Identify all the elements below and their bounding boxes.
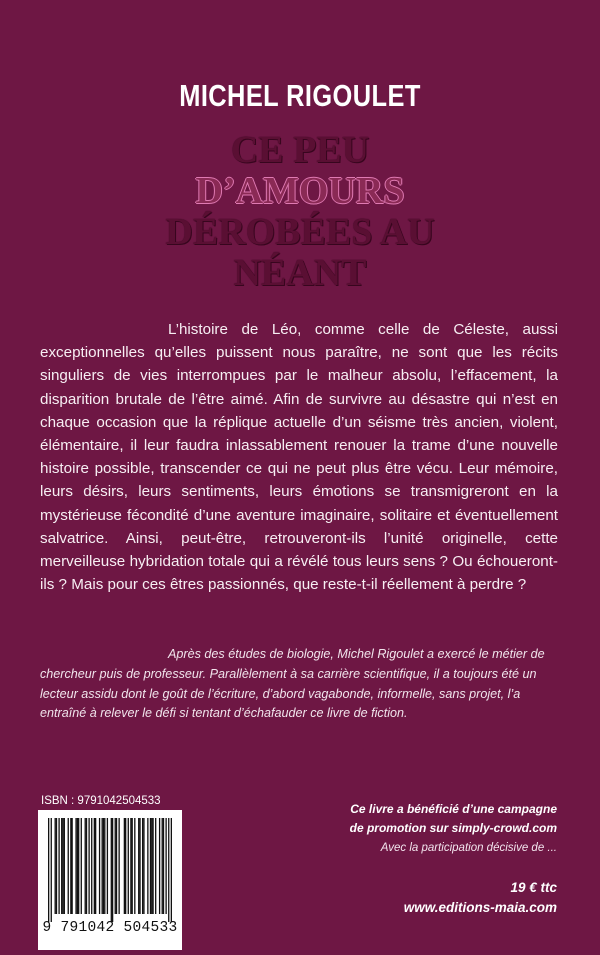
barcode-bar xyxy=(134,818,135,914)
author-bio: Après des études de biologie, Michel Rigoulet a exercé le métier de chercheur puis de professeur. Parallèlement à sa carrière scientifique, il a toujours été un lecteur assidu dont le goût de l’écriture, d’abord vagabonde, informelle, sans projet, l’a entraîné à relever le défi si tentant d’échafauder ce livre de fiction. xyxy=(40,647,545,721)
barcode-bar xyxy=(75,818,76,914)
barcode-bar xyxy=(68,818,69,914)
barcode-bar xyxy=(86,818,87,914)
barcode-bar xyxy=(95,818,96,914)
title-line-1: CE PEU xyxy=(230,129,370,171)
barcode-bar xyxy=(64,818,65,914)
barcode xyxy=(38,810,182,950)
barcode-bar xyxy=(99,818,100,914)
barcode-bar xyxy=(56,818,57,914)
barcode-bar xyxy=(165,818,166,914)
participation-note: Avec la participation décisive de ... xyxy=(380,842,557,854)
campaign-note xyxy=(297,800,557,838)
barcode-bar xyxy=(116,818,117,914)
barcode-bar xyxy=(128,818,129,914)
barcode-bar xyxy=(51,818,52,922)
barcode-bar xyxy=(139,818,140,914)
barcode-bar xyxy=(48,818,49,922)
barcode-bar xyxy=(71,818,72,914)
isbn-label: ISBN : 9791042504533 xyxy=(41,795,161,807)
barcode-bar xyxy=(61,818,62,914)
barcode-bar xyxy=(62,818,63,914)
summary-text: L’histoire de Léo, comme celle de Céleste, aussi exceptionnelles qu’elles puissent nous paraître, ne sont que les récits singuliers de vies interrompues par le malheur absolu, l’effacement, la disparition brutale de l’être aimé. Afin de survivre au désastre qui n’est en chaque occasion que la réplique actuelle d’un séisme très ancien, violent, élémentaire, il leur faudra inlassablement renouer la trame d’une nouvelle histoire possible, transcender ce qui ne peut plus être vécu. Leur mémoire, leurs désirs, leurs sentiments, leurs émotions se transmigreront en la mystérieuse fécondité d’une aventure imaginaire, solitaire et éventuellement salvatrice. Ainsi, peut-être, retrouveront-ils l’unité originelle, cette merveilleuse hybridation totale qui a révélé tous leurs sens ? Ou échoueront-ils ? Mais pour ces êtres passionnés, que reste-t-il réellement à perdre ? xyxy=(40,321,558,594)
barcode-bar xyxy=(55,818,56,914)
barcode-bars xyxy=(48,818,172,922)
barcode-bar xyxy=(115,818,116,914)
barcode-bar xyxy=(130,818,131,914)
barcode-bar xyxy=(155,818,156,914)
barcode-bar xyxy=(159,818,160,914)
barcode-bar xyxy=(125,818,126,914)
barcode-bar xyxy=(104,818,105,914)
barcode-bar xyxy=(85,818,86,914)
title-line-4: NÉANT xyxy=(233,252,367,294)
barcode-bar xyxy=(138,818,139,914)
barcode-bar xyxy=(162,818,163,914)
barcode-bar xyxy=(171,818,172,922)
barcode-bar xyxy=(111,818,112,922)
book-title xyxy=(0,130,600,294)
barcode-bar xyxy=(132,818,133,914)
barcode-bar xyxy=(81,818,82,914)
barcode-bar xyxy=(151,818,152,914)
title-line-3: DÉROBÉES AU xyxy=(165,211,435,253)
barcode-bar xyxy=(91,818,92,914)
barcode-bar xyxy=(118,818,119,914)
author-name: MICHEL RIGOULET xyxy=(179,78,421,113)
barcode-bar xyxy=(152,818,153,914)
barcode-bar xyxy=(70,818,71,914)
title-line-2: D’AMOURS xyxy=(195,170,405,212)
publisher-website: www.editions-maia.com xyxy=(403,900,557,915)
barcode-bar xyxy=(112,818,113,922)
barcode-bar xyxy=(147,818,148,914)
barcode-bar xyxy=(94,818,95,914)
barcode-bar xyxy=(107,818,108,914)
campaign-line-2: de promotion sur simply-crowd.com xyxy=(349,821,557,835)
price: 19 € ttc xyxy=(510,880,557,895)
barcode-bar xyxy=(124,818,125,914)
barcode-bar xyxy=(58,818,59,914)
barcode-bar xyxy=(163,818,164,914)
barcode-bar xyxy=(78,818,79,914)
barcode-bar xyxy=(77,818,78,914)
barcode-bar xyxy=(103,818,104,914)
barcode-bar xyxy=(143,818,144,914)
campaign-line-1: Ce livre a bénéficié d’une campagne xyxy=(350,802,557,816)
barcode-bar xyxy=(102,818,103,914)
barcode-bar xyxy=(142,818,143,914)
barcode-bar xyxy=(150,818,151,914)
barcode-bar xyxy=(88,818,89,914)
barcode-bar xyxy=(168,818,169,922)
barcode-digits: 9 791042 504533 xyxy=(42,920,178,936)
